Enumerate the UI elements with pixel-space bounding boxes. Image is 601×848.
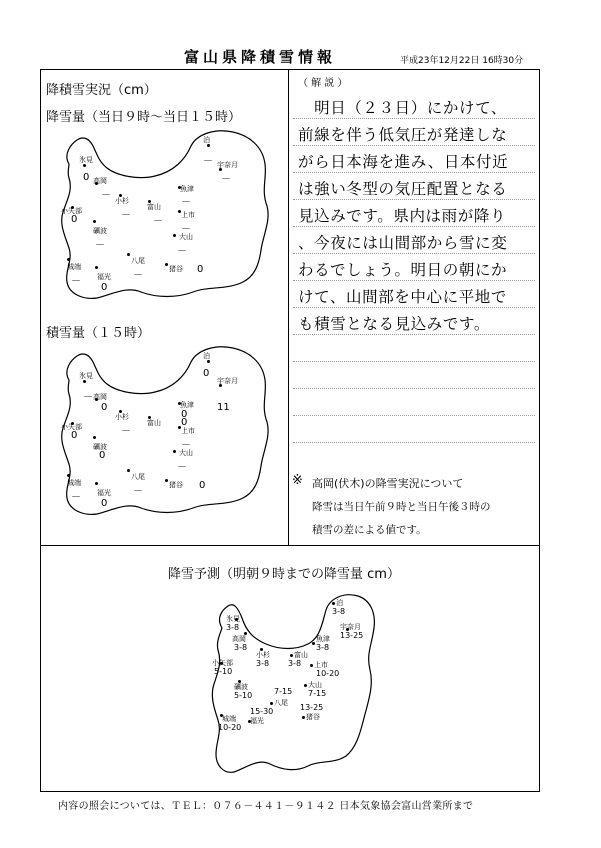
station-label-kosugi: 小杉	[256, 651, 270, 659]
explanation-line: わるでしょう。明日の朝にか	[298, 261, 508, 279]
station-label-uonazu: 魚津	[180, 401, 194, 409]
station-label-fukumitsu: 福光	[97, 489, 111, 497]
station-dot	[173, 450, 176, 453]
station-dot	[173, 234, 176, 237]
depth-kamiichi: －	[181, 440, 191, 451]
forecast-map	[208, 588, 378, 778]
note-line-3: 積雪の差による値です。	[312, 524, 427, 536]
snowfall-unazuki: －	[221, 174, 231, 185]
station-dot	[270, 702, 273, 705]
toyama-outline	[55, 342, 270, 517]
ruled-line	[293, 307, 535, 308]
note-line-1: 高岡(伏木)の降雪実況について	[312, 477, 464, 490]
station-dot	[310, 664, 313, 667]
station-label-tomari: 泊	[203, 352, 210, 360]
ruled-line	[293, 226, 535, 227]
explanation-line: がら日本海を進み、日本付近	[298, 153, 509, 171]
forecast-himi: 3-8	[226, 623, 240, 632]
station-label-oyama: 大山	[308, 681, 322, 689]
station-label-takaoka: 高岡	[232, 635, 246, 643]
station-label-fukumitsu: 福光	[250, 717, 264, 725]
column-divider	[288, 69, 289, 545]
snowfall-oyama: －	[177, 246, 187, 257]
note-mark: ※	[292, 473, 303, 488]
depth-tomari: 0	[203, 368, 210, 379]
forecast-koyabe: 5-10	[214, 667, 233, 676]
explanation-label: （ 解 説 ）	[298, 78, 348, 89]
station-label-inotani: 猪谷	[169, 481, 183, 489]
depth-takaoka: 0	[101, 402, 108, 413]
station-dot	[290, 654, 293, 657]
forecast-uonazu: 3-8	[316, 643, 330, 652]
explanation-line: けて、山間部を中心に平地で	[298, 288, 507, 306]
station-dot	[93, 220, 96, 223]
station-label-kamiichi: 上市	[314, 661, 328, 669]
ruled-line	[293, 334, 535, 335]
explanation-line: 明日（２３日）にかけて、	[298, 99, 507, 117]
station-label-koyabe: 小矢部	[61, 207, 82, 215]
station-dot	[95, 266, 98, 269]
forecast-fukumitsu: 15-30	[250, 707, 274, 716]
station-label-kamiichi: 上市	[181, 427, 195, 435]
station-label-toyama: 富山	[147, 419, 161, 427]
depth-tonami: 0	[99, 450, 106, 461]
ruled-line	[293, 145, 535, 146]
station-label-koyabe: 小矢部	[212, 659, 233, 667]
station-label-tonami: 礪波	[234, 683, 248, 691]
depth-toyama: 0	[181, 417, 188, 428]
status-section-title: 降積雪実況（cm）	[46, 83, 157, 98]
depth-map-title: 積雪量（１５時）	[46, 326, 151, 341]
station-label-tomari: 泊	[203, 136, 210, 144]
snowfall-fukumitsu: 0	[101, 282, 108, 293]
station-label-yao: 八尾	[131, 473, 145, 481]
station-label-himi: 氷見	[79, 372, 93, 380]
station-label-oyama: 大山	[179, 449, 193, 457]
station-dot	[67, 474, 70, 477]
forecast-inotani: 13-25	[300, 703, 324, 712]
snowfall-kamiichi: －	[181, 224, 191, 235]
explanation-line: も積雪となる見込みです。	[298, 315, 490, 333]
depth-unazuki: 11	[217, 402, 230, 413]
station-label-yao: 八尾	[131, 257, 145, 265]
forecast-johana: 10-20	[218, 723, 242, 732]
depth-inotani: 0	[199, 480, 206, 491]
station-dot	[127, 253, 130, 256]
forecast-kamiichi: 10-20	[316, 669, 340, 678]
ruled-line	[293, 172, 535, 173]
station-label-unazuki: 宇奈月	[217, 377, 238, 385]
forecast-yao: 7-15	[274, 687, 293, 696]
ruled-line	[293, 442, 535, 443]
ruled-line	[293, 199, 535, 200]
ruled-line	[293, 415, 535, 416]
depth-himi: －	[83, 392, 93, 403]
station-label-yao: 八尾	[274, 699, 288, 707]
snowfall-kosugi: －	[121, 210, 131, 221]
ruled-line	[293, 118, 535, 119]
station-label-inotani: 猪谷	[306, 713, 320, 721]
page-title: 富山県降積雪情報	[184, 48, 337, 66]
depth-koyabe: 0	[71, 430, 78, 441]
station-label-koyabe: 小矢部	[61, 423, 82, 431]
station-dot	[93, 436, 96, 439]
station-dot	[165, 263, 168, 266]
station-label-johana: 城端	[67, 263, 81, 271]
forecast-toyama: 3-8	[288, 659, 302, 668]
station-label-toyama: 富山	[294, 651, 308, 659]
station-label-uonazu: 魚津	[180, 185, 194, 193]
ruled-line	[293, 361, 535, 362]
ruled-line	[293, 388, 535, 389]
station-label-tonami: 礪波	[93, 227, 107, 235]
forecast-tomari: 3-8	[332, 607, 346, 616]
depth-fukumitsu: 0	[101, 498, 108, 509]
station-label-takaoka: 高岡	[93, 177, 107, 185]
note-line-2: 降雪は当日午前９時と当日午後３時の	[312, 501, 491, 513]
snowfall-inotani: 0	[197, 264, 204, 275]
depth-kosugi: －	[121, 426, 131, 437]
snowfall-takaoka: －	[101, 190, 111, 201]
forecast-title: 降雪予測（明朝９時までの降雪量 cm）	[168, 567, 400, 582]
station-label-takaoka: 高岡	[93, 393, 107, 401]
station-label-tonami: 礪波	[93, 443, 107, 451]
explanation-line: 、今夜には山間部から雪に変	[298, 234, 508, 252]
station-label-johana: 城端	[222, 715, 236, 723]
snowfall-tonami: －	[95, 240, 105, 251]
station-label-toyama: 富山	[147, 203, 161, 211]
snowfall-toyama: －	[153, 216, 163, 227]
snowfall-koyabe: 0	[71, 214, 78, 225]
forecast-tonami: 5-10	[234, 691, 253, 700]
explanation-line: 見込みです。県内は雨が降り	[298, 207, 507, 225]
station-label-tomari: 泊	[336, 599, 343, 607]
station-dot	[95, 482, 98, 485]
snowfall-uonazu: －	[181, 197, 191, 208]
station-label-uonazu: 魚津	[316, 635, 330, 643]
section-divider	[40, 545, 540, 546]
station-dot	[312, 642, 315, 645]
station-dot	[165, 479, 168, 482]
depth-oyama: －	[177, 462, 187, 473]
depth-yao: －	[133, 486, 143, 497]
snowfall-yao: －	[133, 270, 143, 281]
station-label-johana: 城端	[67, 479, 81, 487]
station-dot	[127, 469, 130, 472]
station-label-kamiichi: 上市	[181, 211, 195, 219]
explanation-line: 前線を伴う低気圧が発達しな	[298, 126, 508, 144]
snowfall-map-title: 降雪量（当日９時～当日１５時）	[46, 110, 242, 125]
depth-uonazu: 0	[181, 409, 188, 420]
station-dot	[302, 716, 305, 719]
contact-footer: 内容の照会については、ＴＥＬ：０７６－４４１－９１４２ 日本気象協会富山営業所まで	[58, 801, 474, 812]
station-label-fukumitsu: 福光	[97, 273, 111, 281]
station-dot	[304, 684, 307, 687]
station-label-unazuki: 宇奈月	[217, 161, 238, 169]
issued-datetime: 平成23年12月22日 16時30分	[400, 56, 524, 66]
station-dot	[332, 602, 335, 605]
explanation-line: は強い冬型の気圧配置となる	[298, 180, 508, 198]
station-label-oyama: 大山	[179, 233, 193, 241]
snowfall-map	[55, 126, 270, 301]
snowfall-johana: －	[71, 276, 81, 287]
station-label-unazuki: 宇奈月	[340, 623, 361, 631]
forecast-takaoka: 3-8	[234, 643, 248, 652]
station-label-kosugi: 小杉	[115, 413, 129, 421]
ruled-line	[293, 280, 535, 281]
forecast-oyama: 7-15	[308, 689, 327, 698]
station-label-kosugi: 小杉	[115, 197, 129, 205]
forecast-unazuki: 13-25	[340, 631, 364, 640]
depth-johana: －	[71, 492, 81, 503]
forecast-kosugi: 3-8	[256, 659, 270, 668]
ruled-line	[293, 253, 535, 254]
snowfall-himi: 0	[83, 172, 90, 183]
station-label-himi: 氷見	[226, 615, 240, 623]
station-label-inotani: 猪谷	[169, 265, 183, 273]
snowfall-tomari: －	[203, 156, 213, 167]
station-label-himi: 氷見	[79, 156, 93, 164]
station-dot	[67, 258, 70, 261]
snow-depth-map	[55, 342, 270, 517]
